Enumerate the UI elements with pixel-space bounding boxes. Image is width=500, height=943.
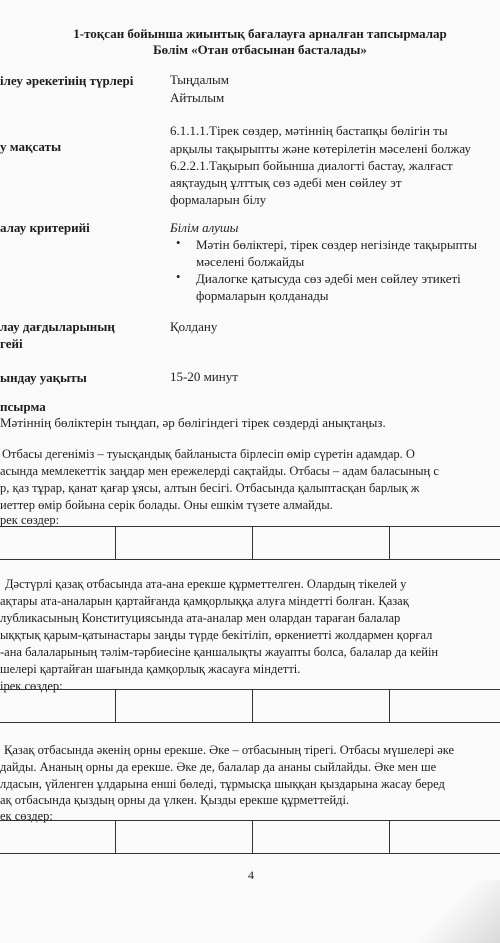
row-label-skills-2: гейі [0, 336, 23, 351]
keyword-cell[interactable] [253, 527, 390, 560]
keyword-cell[interactable] [253, 690, 390, 723]
criteria-line-3: Диалогке қатысуда сөз әдебі мен сөйлеу этикеті [196, 271, 461, 286]
skills-value: Қолдану [170, 319, 218, 334]
paragraph-1-line: иеттер өмір бойына серік болады. Оны ешкім түзете алмайды. [0, 498, 333, 512]
task-instruction: Мәтіннің бөліктерін тыңдап, әр бөлігіндегі тірек сөздерді анықтаңыз. [0, 415, 386, 430]
keywords-label: ірек сөздер: [0, 679, 63, 693]
keyword-cell[interactable] [116, 690, 253, 723]
goal-line-3: 6.2.2.1.Тақырып бойынша диалогті бастау, жалғаст [170, 158, 453, 173]
paragraph-2-line: ақтары ата-аналарын қартайғанда қамқорлыққа алуға міндетті болған. Қазақ [0, 594, 409, 608]
paragraph-3-line: лдасын, үйленген ұлдарына енші бөледі, тұрмысқа шыққан қыздарына жасау беред [0, 777, 445, 791]
paragraph-3-line: Қазақ отбасында әкенің орны ерекше. Әке – отбасының тірегі. Отбасы мүшелері әке [4, 743, 455, 757]
title-line: 1-тоқсан бойынша жиынтық бағалауға арналған тапсырмалар [73, 26, 447, 41]
goal-line-2: арқылы тақырыпты және көтерілетін мәселені болжау [170, 141, 471, 156]
paragraph-2-line: лубликасының Конституциясында ата-аналар мен олардан тараған балалар [0, 611, 401, 625]
bullet-icon: • [176, 270, 181, 284]
criteria-line-4: формаларын қолданады [196, 288, 329, 303]
keyword-cell[interactable] [390, 527, 500, 560]
task-heading: псырма [0, 399, 46, 414]
page-number: 4 [248, 868, 254, 882]
paragraph-3-line: дайды. Ананың орны да ерекше. Әке де, балалар да ананы сыйлайды. Әке мен ше [0, 760, 437, 774]
goal-line-4: аяқтаудың ұлттық сөз әдебі мен сөйлеу эт [170, 175, 402, 190]
page-shadow [420, 880, 500, 943]
paragraph-2-line: шелері қартайған шағында қамқорлық жасауға міндетті. [0, 662, 301, 676]
keyword-cell[interactable] [0, 690, 116, 723]
bullet-icon: • [176, 236, 181, 250]
goal-line-5: формаларын білу [170, 192, 267, 207]
paragraph-2-line: Дәстүрлі қазақ отбасында ата-ана ерекше құрметтелген. Олардың тікелей у [5, 577, 407, 591]
keyword-cell[interactable] [390, 821, 500, 854]
activity-value-2: Айтылым [170, 90, 225, 105]
row-label-time: ындау уақыты [0, 370, 87, 385]
paragraph-1-line: Отбасы дегеніміз – туысқандық байланыста бірлесіп өмір сүретін адамдар. О [2, 447, 415, 461]
criteria-line-2: мәселені болжайды [196, 254, 305, 269]
keyword-cell[interactable] [253, 821, 390, 854]
paragraph-2-line: ыққтық қарым-қатынастары заңды түрде бекітіліп, өркениетті жолдармен қорғал [0, 628, 433, 642]
keyword-cell[interactable] [390, 690, 500, 723]
keyword-cell[interactable] [0, 821, 116, 854]
criteria-line-1: Мәтін бөліктері, тірек сөздер негізінде тақырыпты [196, 237, 477, 252]
criteria-learner: Білім алушы [170, 220, 239, 235]
keywords-table [0, 820, 500, 854]
keyword-cell[interactable] [116, 821, 253, 854]
keyword-cell[interactable] [116, 527, 253, 560]
paragraph-3-line: ақ отбасында қыздың орны да үлкен. Қызды ерекше құрметтейді. [0, 793, 350, 807]
section-title: Бөлім «Отан отбасынан басталады» [153, 42, 367, 57]
keywords-table [0, 526, 500, 560]
row-label-activity: ілеу әрекетінің түрлері [0, 73, 134, 88]
row-label-criteria: алау критерийі [0, 220, 90, 235]
keyword-cell[interactable] [0, 527, 116, 560]
activity-value-1: Тыңдалым [170, 72, 229, 87]
keywords-label: рек сөздер: [0, 513, 60, 527]
goal-line-1: 6.1.1.1.Тірек сөздер, мәтіннің бастапқы бөлігін ты [170, 123, 448, 138]
paragraph-2-line: -ана балаларының тәлім-тәрбиесіне қаншалықты жауапты болса, балалар да кейін [0, 645, 439, 659]
time-value: 15-20 минут [170, 369, 238, 384]
keywords-table [0, 689, 500, 723]
document-title [0, 26, 500, 58]
keywords-label: ек сөздер: [0, 809, 53, 823]
paragraph-1-line: р, қаз тұрар, қанат қағар ұясы, алтын бесігі. Отбасында қалыптасқан барлық ж [0, 481, 420, 495]
row-label-goal: у мақсаты [0, 139, 62, 154]
paragraph-1-line: асында мемлекеттік заңдар мен ережелерді сақтайды. Отбасы – адам баласының с [0, 464, 439, 478]
row-label-skills: лау дағдыларының [0, 319, 115, 334]
